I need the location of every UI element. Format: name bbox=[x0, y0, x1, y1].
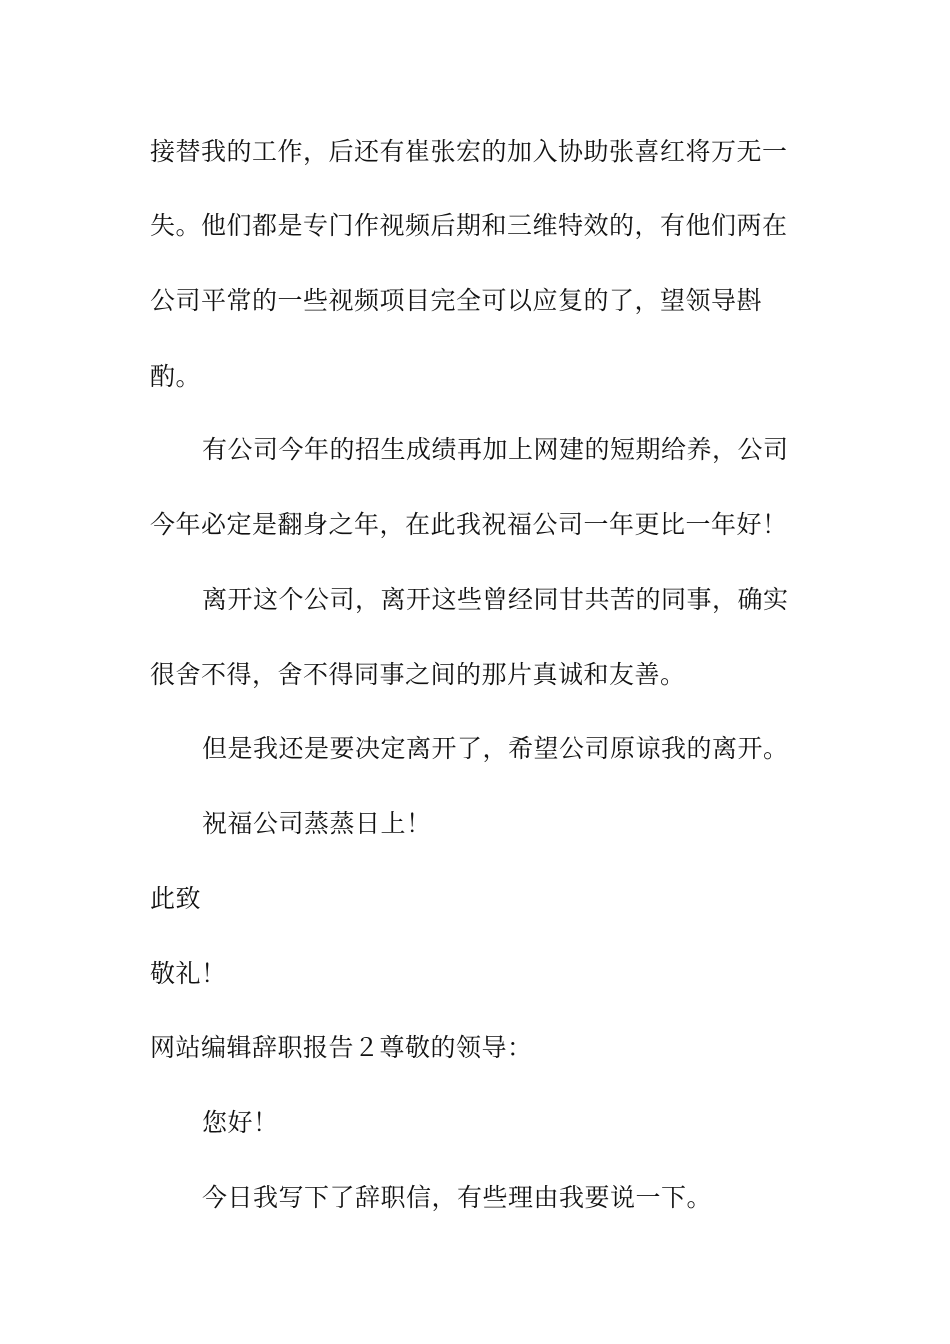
paragraph-line: 接替我的工作，后还有崔张宏的加入协助张喜红将万无一 bbox=[150, 137, 788, 166]
closing-line: 此致 bbox=[150, 884, 202, 913]
closing-line: 敬礼！ bbox=[150, 959, 227, 988]
paragraph-line: 酌。 bbox=[150, 362, 202, 391]
greeting-line: 您好！ bbox=[202, 1108, 279, 1137]
paragraph-line: 离开这个公司，离开这些曾经同甘共苦的同事，确实 bbox=[202, 585, 789, 614]
paragraph-line: 很舍不得，舍不得同事之间的那片真诚和友善。 bbox=[150, 660, 686, 689]
paragraph-line: 今年必定是翻身之年，在此我祝福公司一年更比一年好！ bbox=[150, 510, 788, 539]
paragraph-line: 有公司今年的招生成绩再加上网建的短期给养，公司 bbox=[202, 435, 789, 464]
paragraph-line: 祝福公司蒸蒸日上！ bbox=[202, 809, 432, 838]
paragraph-line: 今日我写下了辞职信，有些理由我要说一下。 bbox=[202, 1183, 713, 1212]
paragraph-line: 公司平常的一些视频项目完全可以应复的了，望领导斟 bbox=[150, 286, 763, 315]
paragraph-line: 但是我还是要决定离开了，希望公司原谅我的离开。 bbox=[202, 734, 789, 763]
section-heading: 网站编辑辞职报告２尊敬的领导： bbox=[150, 1033, 533, 1062]
paragraph-line: 失。他们都是专门作视频后期和三维特效的，有他们两在 bbox=[150, 211, 788, 240]
